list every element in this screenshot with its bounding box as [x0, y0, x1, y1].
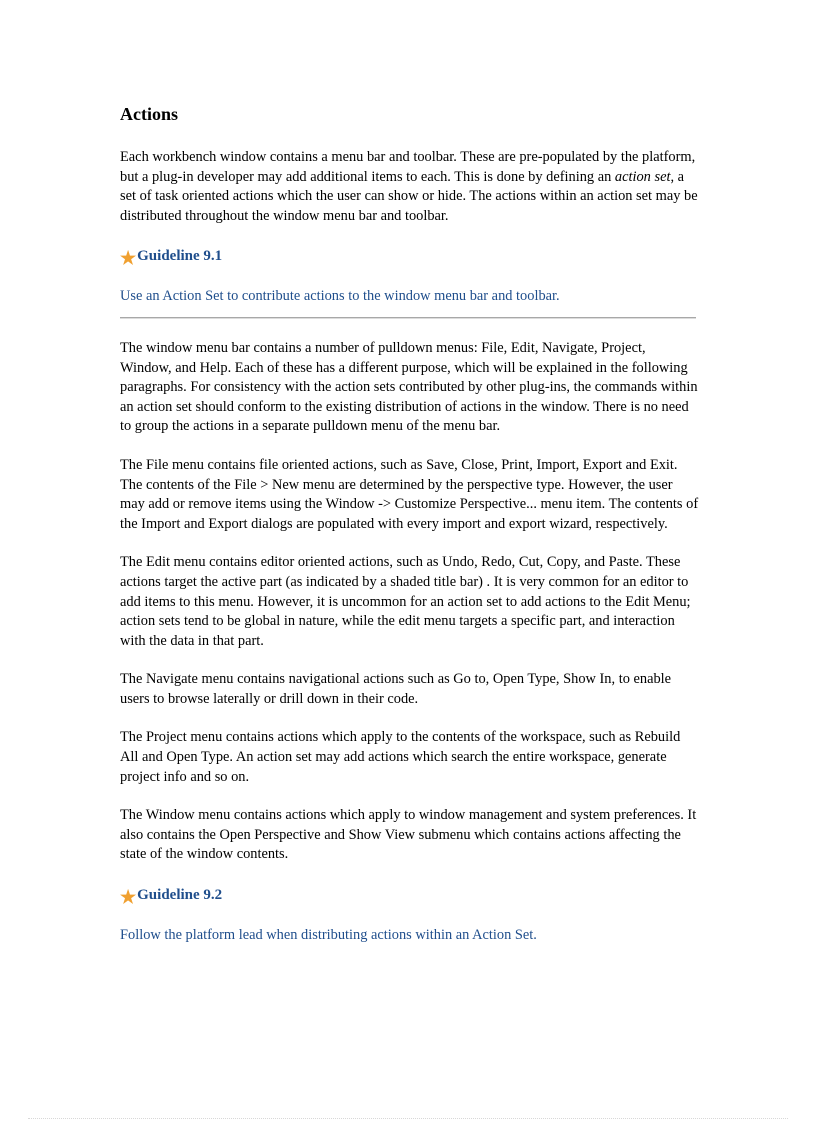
divider — [120, 317, 696, 319]
guideline-title: Guideline 9.2 — [137, 887, 223, 904]
page-bottom-divider — [28, 1118, 788, 1119]
guideline-heading-9-1 — [120, 245, 700, 267]
paragraph-edit-menu: The Edit menu contains editor oriented actions, such as Undo, Redo, Cut, Copy, and Paste. These actions target the active part (as indicated by a shaded title bar) . It is very common for an editor to add items to this menu. However, it is uncommon for an action set to add actions to the Edit Menu; action sets tend to be global in nature, while the edit menu targets a specific part, and interaction with the data in that part. — [120, 554, 691, 649]
guideline-title: Guideline 9.1 — [137, 248, 223, 265]
guideline-text-9-2: Follow the platform lead when distributing actions within an Action Set. — [120, 927, 537, 944]
guideline-heading-9-2 — [120, 884, 700, 906]
guideline-text-9-1: Use an Action Set to contribute actions to the window menu bar and toolbar. — [120, 288, 560, 305]
paragraph-project-menu: The Project menu contains actions which apply to the contents of the workspace, such as Rebuild All and Open Type. An action set may add actions which search the entire workspace, generate project info and so on. — [120, 729, 681, 785]
action-set-term: action set — [614, 168, 671, 185]
intro-paragraph — [120, 148, 700, 226]
intro-text-start: Each workbench window contains a menu bar and toolbar. These are pre-populated by the platform, but a plug-in developer may add additional items to each. This is done by defining an — [120, 149, 696, 185]
paragraph-window-menu: The Window menu contains actions which apply to window management and system preferences. It also contains the Open Perspective and Show View submenu which contains actions affecting the state of the window contents. — [120, 807, 697, 863]
page-title: Actions — [120, 104, 178, 124]
paragraph-menu-bar: The window menu bar contains a number of pulldown menus: File, Edit, Navigate, Project, Window, and Help. Each of these has a different purpose, which will be explained in the following paragraphs. For consistency with the action sets contributed by other plug-ins, the commands within an action set should conform to the existing distribution of actions in the window. There is no need to group the actions in a separate pulldown menu of the menu bar. — [120, 339, 698, 435]
paragraph-file-menu: The File menu contains file oriented actions, such as Save, Close, Print, Import, Export and Exit. The contents of the File > New menu are determined by the perspective type. However, the user may add or remove items using the Window -> Customize Perspective... menu item. The contents of the Import and Export dialogs are populated with every import and export wizard, respectively. — [120, 456, 699, 532]
star-icon: ★ — [120, 248, 137, 269]
document-page — [120, 100, 700, 956]
star-icon: ★ — [120, 887, 137, 908]
paragraph-navigate-menu: The Navigate menu contains navigational actions such as Go to, Open Type, Show In, to enable users to browse laterally or drill down in their code. — [120, 671, 672, 707]
intro-text-end: , a set of task oriented actions which the user can show or hide. The actions within an action set may be distributed throughout the window menu bar and toolbar. — [120, 168, 698, 224]
